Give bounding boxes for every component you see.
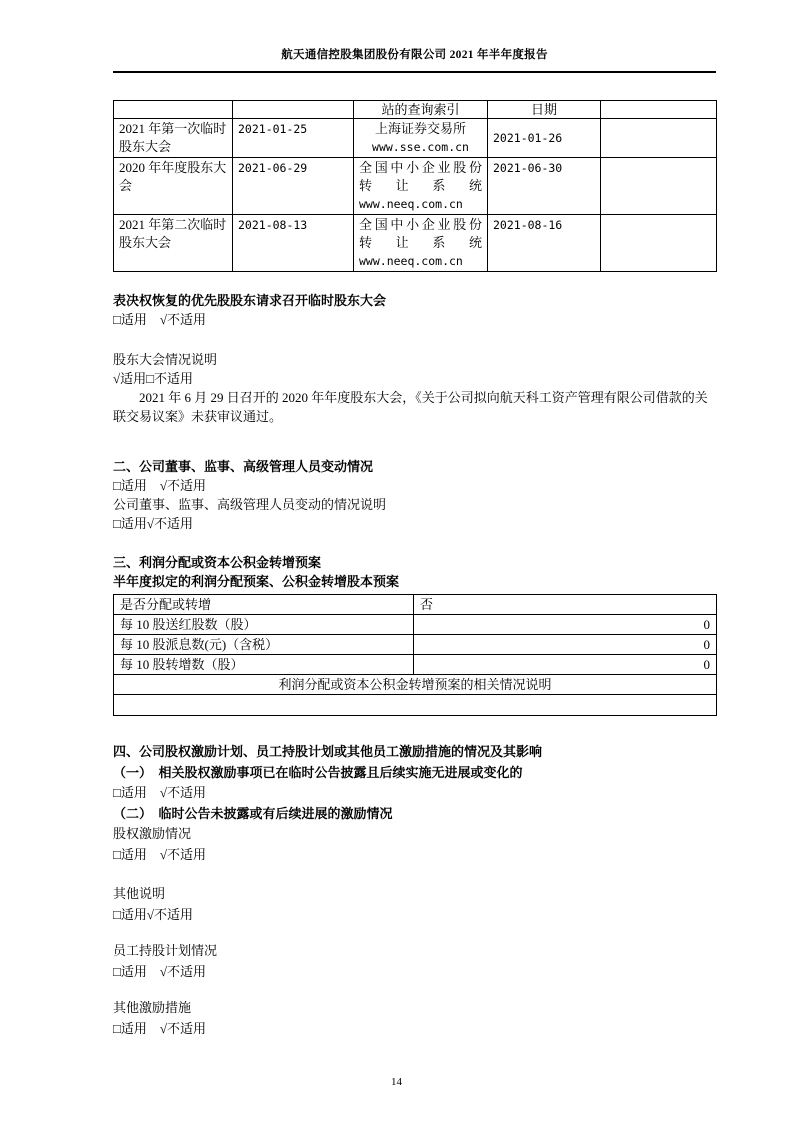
header-cell-empty-3 — [601, 101, 717, 119]
site-name-line: 全国中小企业股份 — [359, 217, 482, 232]
table-row — [114, 215, 717, 272]
esop-label: 员工持股计划情况 — [113, 943, 218, 958]
disclosure-date-cell: 2021-08-16 — [488, 215, 601, 272]
meeting-date-cell: 2021-08-13 — [233, 215, 354, 272]
other-note-label: 其他说明 — [113, 886, 166, 901]
section2-title: 二、公司董事、监事、高级管理人员变动情况 — [113, 459, 374, 474]
meeting-note-paragraph: 2021 年 6 月 29 日召开的 2020 年年度股东大会，《关于公司拟向航天科工资产管理有限公司借款的关联交易议案》未获审议通过。 — [113, 390, 708, 424]
distribution-note-value-cell — [114, 695, 717, 716]
empty-cell — [601, 119, 717, 158]
distribution-value-cell: 否 — [414, 595, 717, 615]
disclosure-site-cell — [354, 215, 488, 272]
document-header-title: 航天通信控股集团股份有限公司 2021 年半年度报告 — [281, 49, 548, 61]
distribution-label-cell: 每 10 股转增数（股） — [114, 655, 414, 675]
site-url-line: www.neeq.com.cn — [359, 254, 463, 268]
applicability-line: □适用 √不适用 — [113, 478, 206, 493]
applicability-line: □适用 √不适用 — [113, 846, 206, 862]
distribution-label-cell: 是否分配或转增 — [114, 595, 414, 615]
disclosure-date-cell: 2021-01-26 — [488, 119, 601, 158]
header-cell-empty-1 — [114, 101, 233, 119]
distribution-value-cell: 0 — [414, 635, 717, 655]
applicability-line: □适用√不适用 — [113, 906, 193, 922]
site-name-line: 全国中小企业股份 — [359, 160, 482, 175]
header-cell-empty-2 — [233, 101, 354, 119]
table-row — [114, 119, 717, 158]
site-name-line: 转让系统 — [359, 235, 482, 250]
page-number: 14 — [391, 1076, 402, 1088]
meeting-name-cell: 2021 年第二次临时股东大会 — [114, 215, 233, 272]
table-row — [114, 595, 717, 615]
applicability-line: □适用 √不适用 — [113, 312, 206, 327]
distribution-label-cell: 每 10 股派息数(元)（含税） — [114, 635, 414, 655]
section4-title: 四、公司股权激励计划、员工持股计划或其他员工激励措施的情况及其影响 — [113, 744, 543, 759]
disclosure-site-cell — [354, 119, 488, 158]
disclosure-site-cell — [354, 158, 488, 215]
meeting-date-cell: 2021-01-25 — [233, 119, 354, 158]
site-url-line: www.neeq.com.cn — [359, 197, 463, 211]
table-row — [114, 158, 717, 215]
site-url-line: www.sse.com.cn — [372, 140, 469, 154]
meeting-name-cell: 2021 年第一次临时股东大会 — [114, 119, 233, 158]
applicability-line: □适用 √不适用 — [113, 1020, 206, 1036]
applicability-line: □适用 √不适用 — [113, 785, 206, 800]
section4-sub1-title: （一） 相关股权激励事项已在临时公告披露且后续实施无进展或变化的 — [113, 764, 523, 780]
meeting-date-cell: 2021-06-29 — [233, 158, 354, 215]
table-row — [114, 615, 717, 635]
equity-incentive-label: 股权激励情况 — [113, 826, 192, 841]
page-content — [113, 48, 716, 1039]
applicability-line: √适用□不适用 — [113, 371, 193, 386]
distribution-label-cell: 每 10 股送红股数（股） — [114, 615, 414, 635]
header-cell-site-index: 站的查询索引 — [354, 101, 488, 119]
meeting-name-cell: 2020 年年度股东大会 — [114, 158, 233, 215]
distribution-value-cell: 0 — [414, 615, 717, 635]
table-row — [114, 675, 717, 695]
section3-subtitle: 半年度拟定的利润分配预案、公积金转增股本预案 — [113, 574, 400, 589]
empty-cell — [601, 215, 717, 272]
distribution-note-header-cell: 利润分配或资本公积金转增预案的相关情况说明 — [114, 675, 717, 695]
site-name-line: 转让系统 — [359, 178, 482, 193]
preferred-shareholders-title: 表决权恢复的优先股股东请求召开临时股东大会 — [113, 293, 387, 308]
section4 — [113, 742, 716, 1039]
header-rule — [113, 71, 716, 73]
applicability-line: □适用√不适用 — [113, 516, 193, 531]
section3-title: 三、利润分配或资本公积金转增预案 — [113, 555, 322, 570]
table-row — [114, 695, 717, 716]
table-row — [114, 635, 717, 655]
distribution-value-cell: 0 — [414, 655, 717, 675]
other-incentive-label: 其他激励措施 — [113, 1000, 192, 1015]
empty-cell — [601, 158, 717, 215]
meeting-note-label: 股东大会情况说明 — [113, 352, 218, 367]
table-header-row — [114, 101, 717, 119]
profit-distribution-table — [113, 594, 717, 716]
site-name-line: 上海证券交易所 — [374, 121, 466, 136]
disclosure-date-cell: 2021-06-30 — [488, 158, 601, 215]
header-cell-date: 日期 — [488, 101, 601, 119]
section4-sub2-title: （二） 临时公告未披露或有后续进展的激励情况 — [113, 805, 393, 821]
shareholder-meetings-table — [113, 100, 717, 272]
applicability-line: □适用 √不适用 — [113, 963, 206, 979]
table-row — [114, 655, 717, 675]
section2-note-label: 公司董事、监事、高级管理人员变动的情况说明 — [113, 497, 387, 512]
